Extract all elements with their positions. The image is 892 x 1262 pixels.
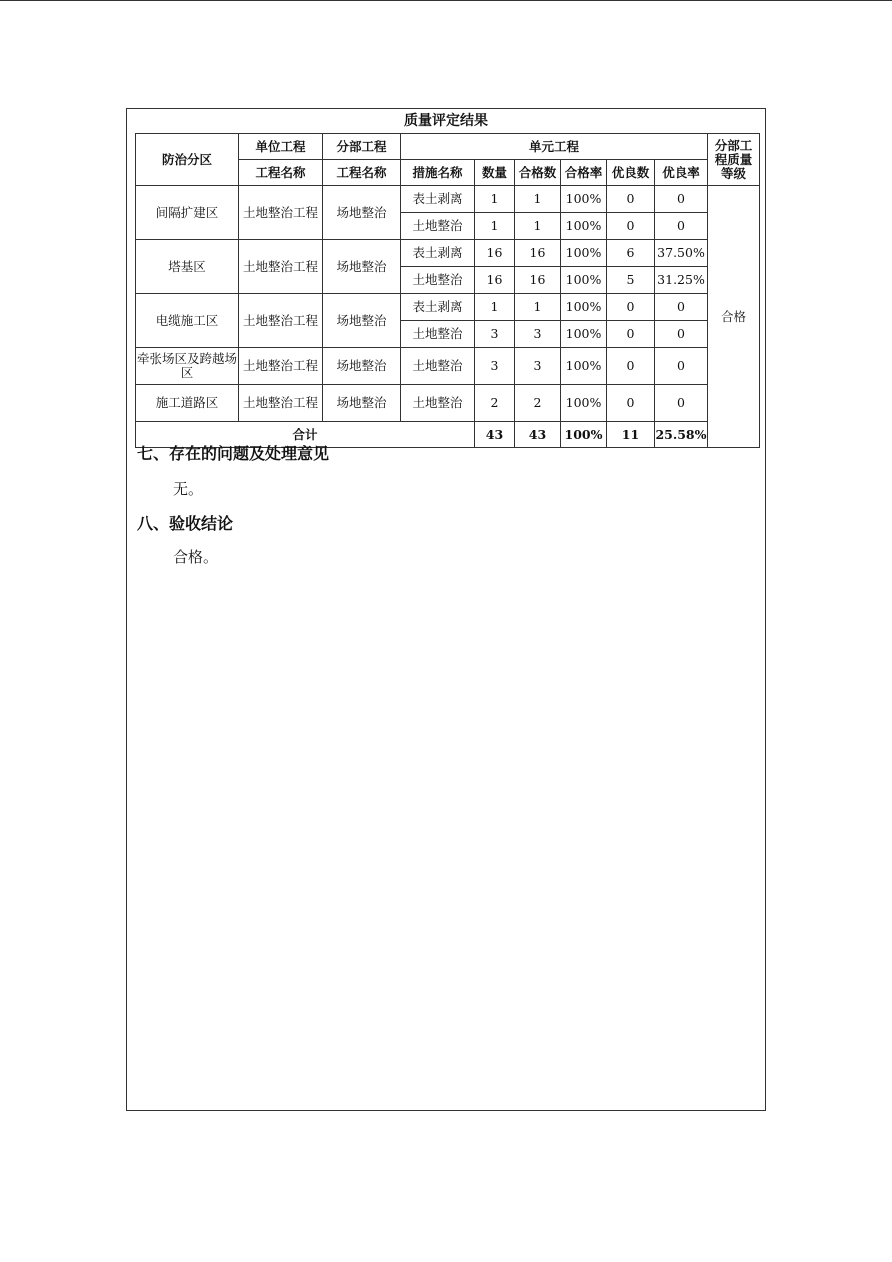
cell-excellent: 0 (607, 385, 655, 422)
cell-qualified: 1 (515, 213, 561, 240)
header-unit-project: 单位工程 (239, 134, 323, 160)
cell-excellent: 6 (607, 240, 655, 267)
cell-erate: 0 (655, 186, 708, 213)
header-qualified-rate: 合格率 (561, 160, 607, 186)
cell-count: 3 (475, 321, 515, 348)
cell-count: 16 (475, 267, 515, 294)
cell-erate: 0 (655, 348, 708, 385)
header-element-project: 单元工程 (401, 134, 708, 160)
total-rate: 100% (561, 422, 607, 448)
total-excellent: 11 (607, 422, 655, 448)
cell-count: 16 (475, 240, 515, 267)
header-excellent-rate: 优良率 (655, 160, 708, 186)
cell-zone: 电缆施工区 (136, 294, 239, 348)
cell-zone: 塔基区 (136, 240, 239, 294)
table-row (136, 348, 760, 385)
cell-measure: 土地整治 (401, 321, 475, 348)
cell-rate: 100% (561, 240, 607, 267)
header-measure: 措施名称 (401, 160, 475, 186)
cell-unit: 土地整治工程 (239, 348, 323, 385)
header-qualified: 合格数 (515, 160, 561, 186)
cell-sub: 场地整治 (323, 240, 401, 294)
cell-rate: 100% (561, 213, 607, 240)
cell-rate: 100% (561, 294, 607, 321)
section7-heading: 七、存在的问题及处理意见 (137, 444, 330, 463)
section7-body: 无。 (173, 480, 204, 498)
cell-measure: 土地整治 (401, 267, 475, 294)
cell-measure: 表土剥离 (401, 240, 475, 267)
cell-count: 2 (475, 385, 515, 422)
section8-heading: 八、验收结论 (137, 514, 234, 533)
cell-qualified: 1 (515, 294, 561, 321)
cell-rate: 100% (561, 348, 607, 385)
cell-excellent: 0 (607, 294, 655, 321)
cell-sub: 场地整治 (323, 385, 401, 422)
cell-excellent: 0 (607, 186, 655, 213)
cell-measure: 土地整治 (401, 213, 475, 240)
top-rule (0, 0, 892, 1)
cell-qualified: 3 (515, 348, 561, 385)
cell-erate: 0 (655, 321, 708, 348)
header-count: 数量 (475, 160, 515, 186)
cell-erate: 0 (655, 213, 708, 240)
cell-erate: 37.50% (655, 240, 708, 267)
cell-excellent: 5 (607, 267, 655, 294)
cell-unit: 土地整治工程 (239, 294, 323, 348)
cell-erate: 0 (655, 385, 708, 422)
cell-rate: 100% (561, 385, 607, 422)
table-row (136, 385, 760, 422)
cell-zone: 间隔扩建区 (136, 186, 239, 240)
cell-erate: 31.25% (655, 267, 708, 294)
cell-measure: 表土剥离 (401, 186, 475, 213)
cell-measure: 土地整治 (401, 385, 475, 422)
cell-count: 1 (475, 294, 515, 321)
cell-qualified: 1 (515, 186, 561, 213)
cell-unit: 土地整治工程 (239, 240, 323, 294)
cell-excellent: 0 (607, 213, 655, 240)
cell-qualified: 3 (515, 321, 561, 348)
section8-body: 合格。 (173, 548, 219, 566)
cell-grade: 合格 (708, 186, 760, 448)
total-label: 合计 (136, 422, 475, 448)
table-row (136, 186, 760, 213)
total-erate: 25.58% (655, 422, 708, 448)
quality-table (135, 133, 760, 448)
cell-rate: 100% (561, 186, 607, 213)
cell-unit: 土地整治工程 (239, 385, 323, 422)
header-grade: 分部工程质量等级 (708, 134, 760, 186)
total-count: 43 (475, 422, 515, 448)
header-excellent: 优良数 (607, 160, 655, 186)
cell-qualified: 16 (515, 240, 561, 267)
cell-count: 3 (475, 348, 515, 385)
header-sub-name: 工程名称 (323, 160, 401, 186)
cell-measure: 表土剥离 (401, 294, 475, 321)
table-title: 质量评定结果 (404, 113, 488, 129)
cell-rate: 100% (561, 267, 607, 294)
table-row (136, 240, 760, 267)
cell-erate: 0 (655, 294, 708, 321)
cell-excellent: 0 (607, 321, 655, 348)
document-frame (126, 108, 766, 1111)
cell-count: 1 (475, 213, 515, 240)
cell-qualified: 2 (515, 385, 561, 422)
cell-sub: 场地整治 (323, 294, 401, 348)
total-qualified: 43 (515, 422, 561, 448)
header-unit-name: 工程名称 (239, 160, 323, 186)
cell-sub: 场地整治 (323, 348, 401, 385)
cell-count: 1 (475, 186, 515, 213)
cell-sub: 场地整治 (323, 186, 401, 240)
cell-measure: 土地整治 (401, 348, 475, 385)
cell-qualified: 16 (515, 267, 561, 294)
cell-rate: 100% (561, 321, 607, 348)
header-zone: 防治分区 (136, 134, 239, 186)
table-row (136, 294, 760, 321)
cell-zone: 牵张场区及跨越场区 (136, 348, 239, 385)
cell-unit: 土地整治工程 (239, 186, 323, 240)
cell-excellent: 0 (607, 348, 655, 385)
cell-zone: 施工道路区 (136, 385, 239, 422)
header-sub-project: 分部工程 (323, 134, 401, 160)
